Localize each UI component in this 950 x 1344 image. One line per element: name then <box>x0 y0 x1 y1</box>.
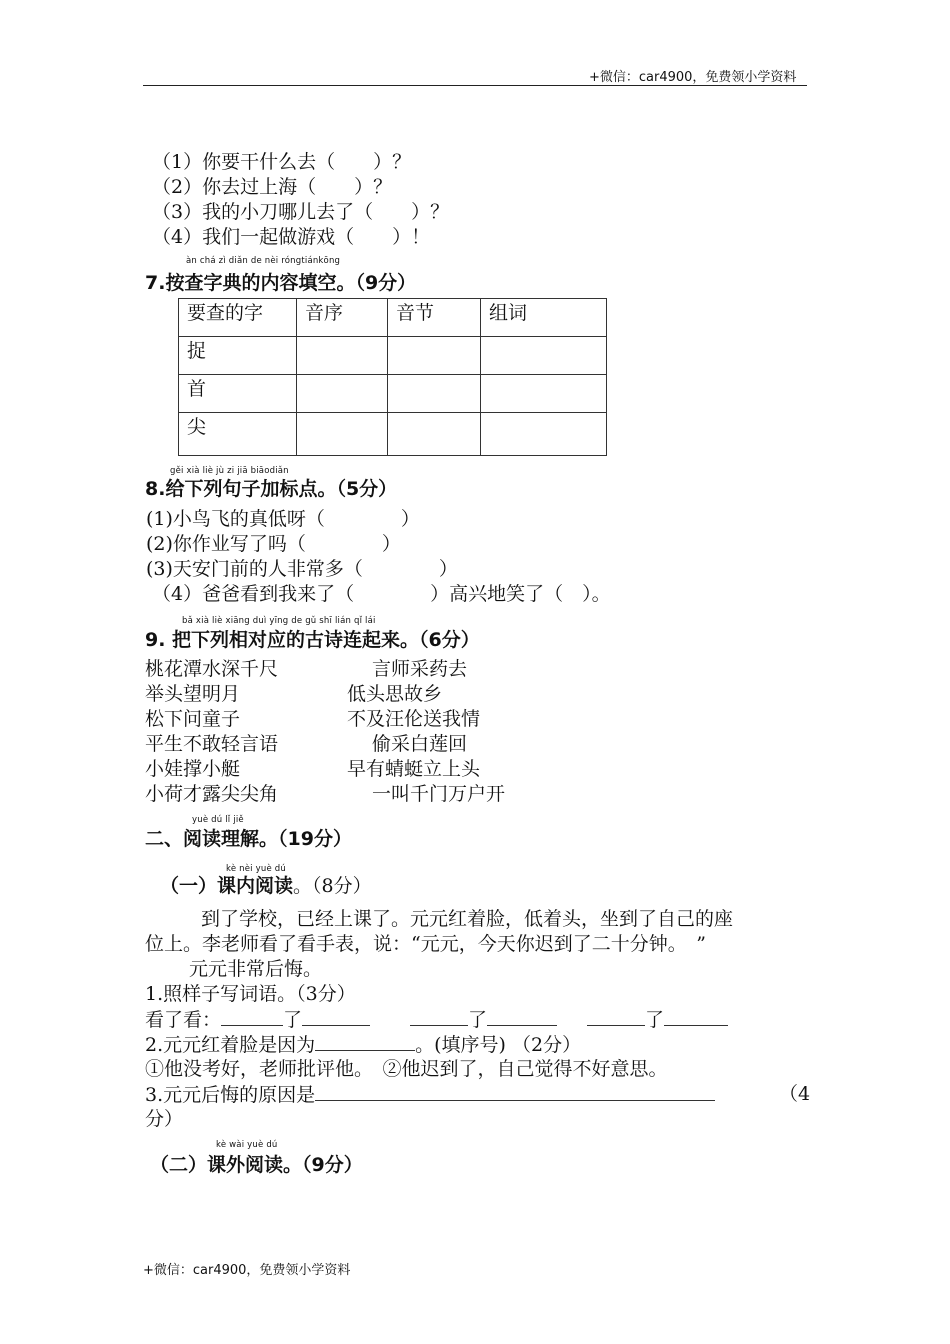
part2-pinyin: yuè dú lǐ jiě <box>192 815 244 825</box>
table-cell-blank[interactable] <box>388 375 481 413</box>
passage-line-3: 元元非常后悔。 <box>189 958 323 980</box>
sub2-title: （二）课外阅读。（9分） <box>150 1154 363 1176</box>
passage-line-1: 到了学校，已经上课了。元元红着脸，低着头，坐到了自己的座 <box>201 908 734 930</box>
table-row <box>179 337 607 375</box>
poem-right-1[interactable]: 言师采药去 <box>372 658 468 680</box>
table-cell-blank[interactable] <box>297 413 388 456</box>
footer-watermark: +微信：car4900，免费领小学资料 <box>143 1263 351 1278</box>
q9-pinyin: bǎ xià liè xiāng duì yīng de gǔ shī lián qǐ lái <box>182 616 376 626</box>
poem-right-3[interactable]: 不及汪伦送我情 <box>347 708 481 730</box>
part2-title: 二、阅读理解。（19分） <box>145 828 352 850</box>
header-watermark: +微信：car4900，免费领小学资料 <box>589 70 797 85</box>
sub2-pinyin: kè wài yuè dú <box>216 1140 278 1150</box>
q8-title <box>145 477 397 502</box>
q2-text-a: 2.元元红着脸是因为 <box>145 1034 316 1056</box>
poem-left-1[interactable]: 桃花潭水深千尺 <box>145 658 279 680</box>
poem-left-5[interactable]: 小娃撑小艇 <box>145 758 241 780</box>
table-cell-char: 尖 <box>179 413 297 456</box>
poem-left-6[interactable]: 小荷才露尖尖角 <box>145 783 279 805</box>
table-row <box>179 413 607 456</box>
reading-q2-options: ①他没考好，老师批评他。 ②他迟到了，自己觉得不好意思。 <box>145 1058 668 1080</box>
table-cell-blank[interactable] <box>297 337 388 375</box>
poem-right-6[interactable]: 一叫千门万户开 <box>372 783 506 805</box>
answer-blank[interactable] <box>587 1007 645 1026</box>
poem-left-2[interactable]: 举头望明月 <box>145 683 241 705</box>
table-header-row <box>179 299 607 337</box>
sub1-title-bold: （一）课内阅读 <box>160 875 294 897</box>
table-cell-blank[interactable] <box>388 413 481 456</box>
table-cell-blank[interactable] <box>388 337 481 375</box>
q3-text-a: 3.元元后悔的原因是 <box>145 1084 316 1106</box>
poem-right-2[interactable]: 低头思故乡 <box>347 683 443 705</box>
reading-q1: 1.照样子写词语。（3分） <box>145 983 356 1005</box>
answer-blank[interactable] <box>487 1007 557 1026</box>
q8-item-1: (1)小鸟飞的真低呀（ ） <box>146 508 420 530</box>
poem-right-4[interactable]: 偷采白莲回 <box>372 733 468 755</box>
q6-item-4: （4）我们一起做游戏（ ）！ <box>152 226 431 248</box>
q9-title: 9. 把下列相对应的古诗连起来。（6分） <box>145 629 480 651</box>
sub1-title <box>160 874 372 899</box>
q6-item-1: （1）你要干什么去（ ）？ <box>152 151 412 173</box>
table-cell-blank[interactable] <box>481 337 607 375</box>
table-cell-blank[interactable] <box>297 375 388 413</box>
header-rule <box>143 85 807 86</box>
q8-pinyin: gěi xià liè jù zi jiā biāodiǎn <box>170 466 289 476</box>
q3-score-a: （4 <box>779 1083 811 1105</box>
q8-item-4: （4）爸爸看到我来了（ ）高兴地笑了（ ）。 <box>152 583 611 605</box>
answer-blank[interactable] <box>315 1032 415 1051</box>
table-header: 音序 <box>297 299 388 337</box>
table-header: 要查的字 <box>179 299 297 337</box>
reading-q1-answers <box>145 1007 728 1033</box>
table-cell-blank[interactable] <box>481 413 607 456</box>
answer-blank[interactable] <box>410 1007 468 1026</box>
table-header: 音节 <box>388 299 481 337</box>
q2-text-b: 。(填序号) （2分） <box>415 1034 582 1056</box>
q7-title: 7.按查字典的内容填空。（9分） <box>145 272 417 294</box>
passage-line-2: 位上。李老师看了看手表，说：“元元，今天你迟到了二十分钟。 ” <box>145 933 706 955</box>
poem-left-3[interactable]: 松下问童子 <box>145 708 241 730</box>
reading-q2 <box>145 1032 581 1058</box>
table-header: 组词 <box>481 299 607 337</box>
q8-item-2: (2)你作业写了吗（ ） <box>146 533 401 555</box>
answer-blank[interactable] <box>221 1007 283 1026</box>
q1-le: 了 <box>645 1009 665 1031</box>
table-cell-char: 捉 <box>179 337 297 375</box>
sub1-title-score: 。（8分） <box>293 875 372 897</box>
poem-left-4[interactable]: 平生不敢轻言语 <box>145 733 279 755</box>
answer-blank[interactable] <box>315 1082 715 1101</box>
table-cell-char: 首 <box>179 375 297 413</box>
q7-pinyin: àn chá zì diǎn de nèi róngtiánkōng <box>186 256 341 266</box>
q3-score-b: 分） <box>145 1108 184 1130</box>
dictionary-table <box>178 298 607 456</box>
answer-blank[interactable] <box>302 1007 370 1026</box>
q1-le: 了 <box>468 1009 488 1031</box>
table-row <box>179 375 607 413</box>
poem-right-5[interactable]: 早有蜻蜓立上头 <box>347 758 481 780</box>
sub1-pinyin: kè nèi yuè dú <box>226 864 286 874</box>
q6-item-2: （2）你去过上海（ ）？ <box>152 176 393 198</box>
table-cell-blank[interactable] <box>481 375 607 413</box>
reading-q3 <box>145 1082 715 1108</box>
q8-item-3: (3)天安门前的人非常多（ ） <box>146 558 458 580</box>
q1-example-label: 看了看： <box>145 1009 222 1031</box>
answer-blank[interactable] <box>664 1007 728 1026</box>
q1-le: 了 <box>283 1009 303 1031</box>
q8-title-text: 8.给下列句子加标点。（5分） <box>145 478 398 500</box>
q6-item-3: （3）我的小刀哪儿去了（ ）？ <box>152 201 450 223</box>
